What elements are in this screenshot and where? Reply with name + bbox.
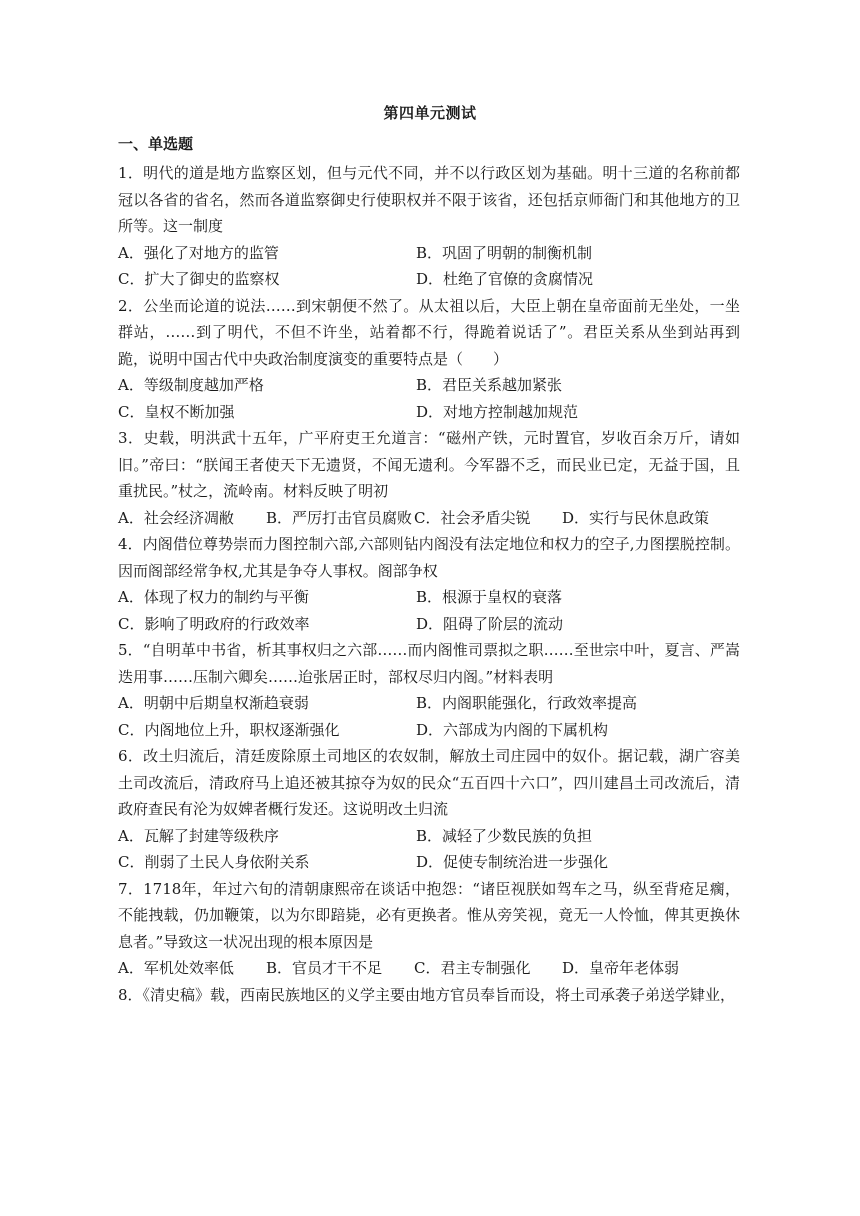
question-1: [118, 160, 740, 293]
option-c: C．皇权不断加强: [118, 402, 235, 421]
question-text: 2．公坐而论道的说法……到宋朝便不然了。从太祖以后，大臣上朝在皇帝面前无坐处，一坐群站，……到了明代，不但不许坐，站着都不行，得跪着说话了”。君臣关系从坐到站再到跪，说明中国古代中央政治制度演变的重要特点是（ ）: [118, 296, 740, 368]
document-title: 第四单元测试: [383, 104, 477, 122]
question-text: 5．“自明革中书省，析其事权归之六部……而内阁惟司票拟之职……至世宗中叶，夏言、严嵩迭用事……压制六卿矣……迨张居正时，部权尽归内阁。”材料表明: [118, 641, 740, 686]
option-d: D．对地方控制越加规范: [416, 402, 579, 421]
option-d: D．皇帝年老体弱: [562, 959, 680, 977]
question-6: [118, 743, 740, 876]
option-d: D．六部成为内阁的下属机构: [416, 720, 609, 739]
option-d: D．促使专制统治进一步强化: [416, 853, 609, 871]
question-2: [118, 293, 740, 426]
option-b: B．根源于皇权的衰落: [416, 588, 563, 606]
question-text: 3．史载，明洪武十五年，广平府吏王允道言：“磁州产铁，元时置官，岁收百余万斤，请如旧。”帝曰：“朕闻王者使天下无遗贤，不闻无遗利。今军器不乏，而民业已定，无益于国，且重扰民。”杖之，流岭南。材料反映了明初: [118, 429, 740, 500]
option-b: B．严厉打击官员腐败: [266, 508, 413, 527]
question-5: [118, 637, 740, 743]
section-heading: 一、单选题: [118, 135, 194, 153]
option-a: A．强化了对地方的监管: [118, 243, 279, 262]
question-text: 8．《清史稿》载，西南民族地区的义学主要由地方官员奉旨而设，将土司承袭子弟送学肄业，: [118, 985, 736, 1004]
question-text: 1．明代的道是地方监察区划，但与元代不同，并不以行政区划为基础。明十三道的名称前都冠以各省的省名，然而各道监察御史行使职权并不限于该省，还包括京师衙门和其他地方的卫所等。这一制度: [118, 164, 740, 235]
question-4: [118, 531, 740, 637]
option-b: B．减轻了少数民族的负担: [416, 826, 593, 845]
option-c: C．社会矛盾尖锐: [414, 508, 531, 527]
option-c: C．内阁地位上升，职权逐渐强化: [118, 720, 340, 739]
option-a: A．社会经济凋敝: [118, 508, 234, 527]
option-c: C．影响了明政府的行政效率: [118, 614, 310, 633]
option-a: A．体现了权力的制约与平衡: [118, 588, 309, 606]
question-text: 6．改土归流后，清廷废除原土司地区的农奴制，解放土司庄园中的奴仆。据记载，湖广容美土司改流后，清政府马上追还被其掠夺为奴的民众“五百四十六口”，四川建昌土司改流后，清政府查民有沦为奴婢者概行发还。这说明改土归流: [118, 747, 740, 818]
options: [118, 240, 740, 293]
question-8: [118, 982, 740, 1009]
option-d: D．实行与民休息政策: [562, 508, 710, 527]
question-list: [118, 160, 740, 1008]
option-b: B．巩固了明朝的制衡机制: [416, 243, 593, 262]
option-b: B．官员才干不足: [266, 959, 383, 977]
option-d: D．杜绝了官僚的贪腐情况: [416, 270, 594, 288]
options: [118, 505, 740, 532]
option-a: A．瓦解了封建等级秩序: [118, 826, 279, 845]
option-b: B．君臣关系越加紧张: [416, 376, 563, 394]
options: [118, 823, 740, 876]
option-d: D．阻碍了阶层的流动: [416, 614, 564, 633]
options: [118, 372, 740, 425]
options: [118, 955, 740, 982]
option-b: B．内阁职能强化，行政效率提高: [416, 694, 638, 712]
question-7: [118, 876, 740, 982]
options: [118, 690, 740, 743]
option-a: A．明朝中后期皇权渐趋衰弱: [118, 694, 309, 712]
question-text: 7．1718年，年过六旬的清朝康熙帝在谈话中抱怨：“诸臣视朕如驾车之马，纵至背疮足瘸，不能拽载，仍加鞭策，以为尔即踣毙，必有更换者。惟从旁笑视，竟无一人怜恤，俾其更换休息者。”导致这一状况出现的根本原因是: [118, 879, 740, 951]
option-c: C．扩大了御史的监察权: [118, 270, 280, 288]
option-a: A．等级制度越加严格: [118, 376, 264, 394]
option-a: A．军机处效率低: [118, 959, 234, 977]
question-3: [118, 425, 740, 531]
option-c: C．君主专制强化: [414, 959, 531, 977]
options: [118, 584, 740, 637]
question-text: 4．内阁借位尊势崇而力图控制六部,六部则钻内阁没有法定地位和权力的空子,力图摆脱控制。因而阁部经常争权,尤其是争夺人事权。阁部争权: [118, 535, 740, 580]
option-c: C．削弱了土民人身依附关系: [118, 853, 310, 871]
